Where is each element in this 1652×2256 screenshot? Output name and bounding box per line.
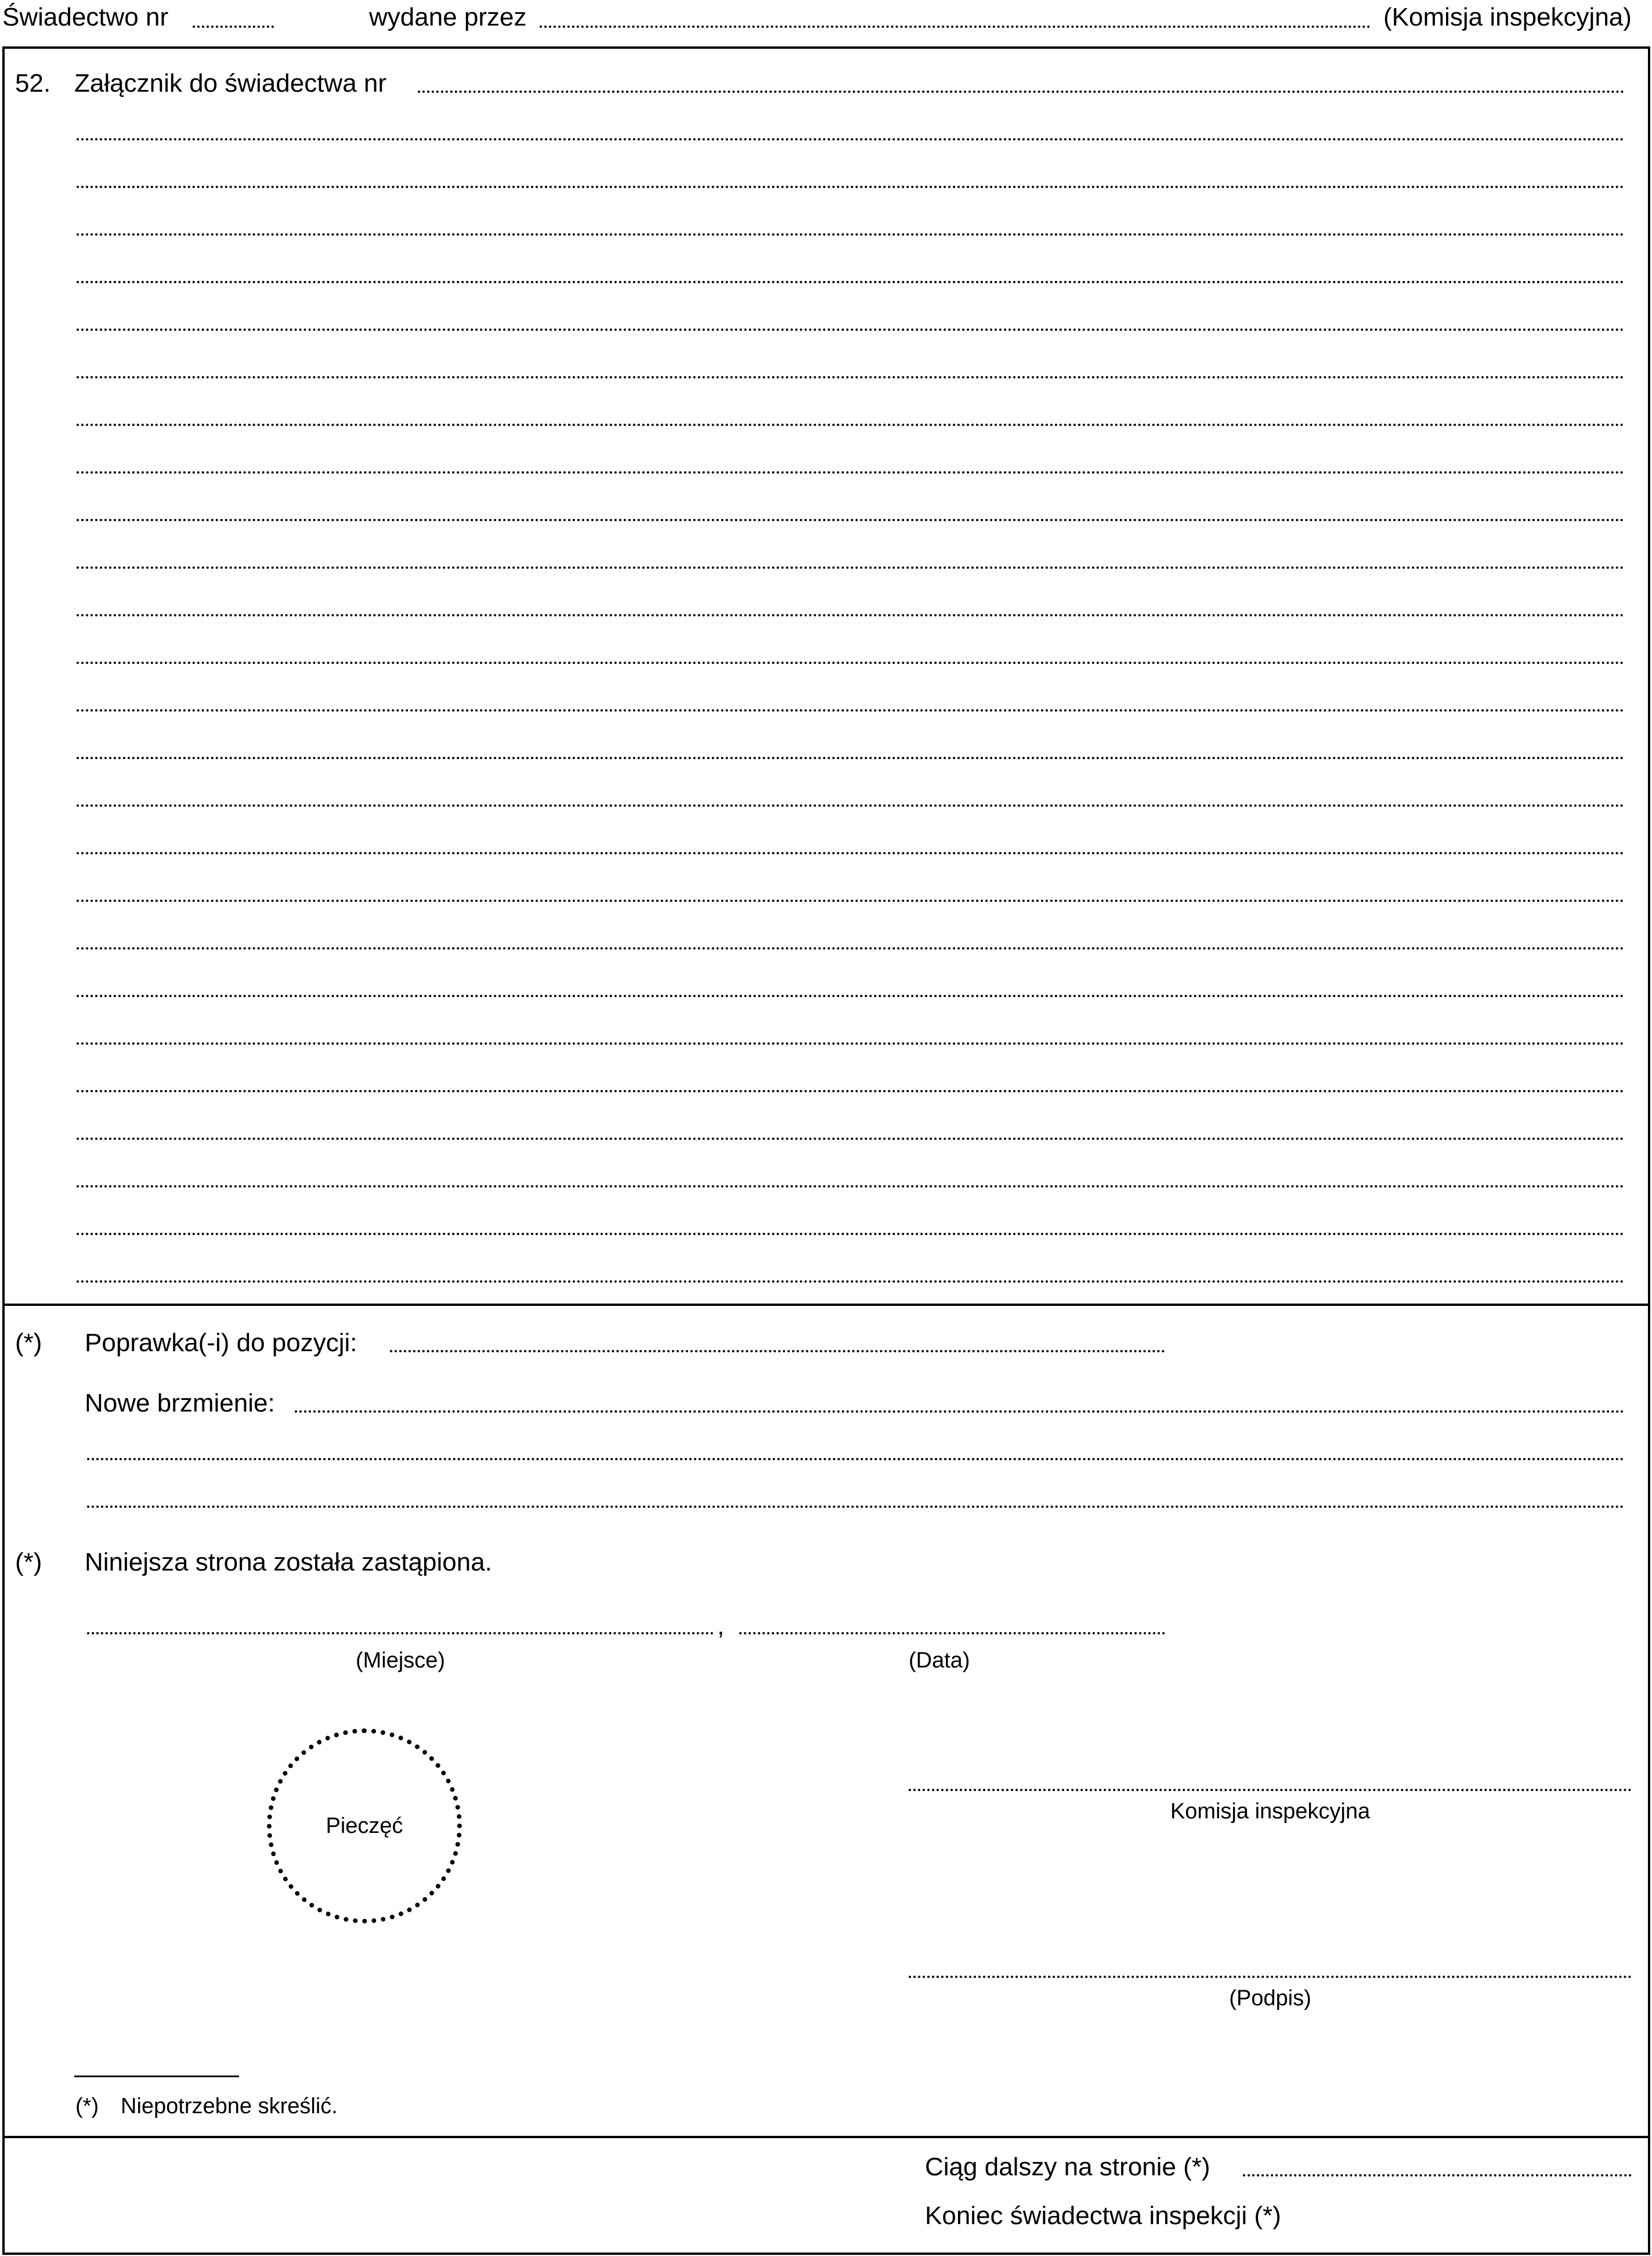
annex-blank-line[interactable]	[77, 614, 1625, 616]
footer-divider	[2, 2136, 1650, 2138]
annex-blank-line[interactable]	[77, 1090, 1625, 1092]
annex-blank-line[interactable]	[77, 376, 1625, 378]
annex-blank-line[interactable]	[77, 662, 1625, 664]
issued-by-field[interactable]	[540, 26, 1371, 28]
date-label: (Data)	[909, 1648, 970, 1673]
footnote-text: Niepotrzebne skreślić.	[121, 2094, 338, 2118]
committee-header-label: (Komisja inspekcyjna)	[1383, 3, 1632, 31]
continued-page-field[interactable]	[1243, 2174, 1632, 2176]
annex-blank-line[interactable]	[77, 709, 1625, 712]
section-divider	[2, 1304, 1650, 1306]
new-wording-field[interactable]	[295, 1410, 1625, 1413]
annex-blank-line[interactable]	[77, 1042, 1625, 1045]
committee-signature-label: Komisja inspekcyjna	[1170, 1799, 1371, 1824]
new-wording-line-2[interactable]	[87, 1458, 1625, 1460]
annex-blank-line[interactable]	[77, 1233, 1625, 1235]
replacement-text: Niniejsza strona została zastąpiona.	[85, 1548, 492, 1576]
annex-blank-line[interactable]	[77, 900, 1625, 902]
amendment-items-field[interactable]	[390, 1350, 1165, 1352]
annex-blank-line[interactable]	[77, 281, 1625, 283]
stamp-label: Pieczęć	[326, 1814, 403, 1838]
annex-blank-line[interactable]	[77, 566, 1625, 569]
annex-number-field[interactable]	[418, 91, 1625, 93]
committee-signature-field[interactable]	[909, 1789, 1632, 1791]
annex-blank-line[interactable]	[77, 757, 1625, 759]
amendment-marker: (*)	[15, 1329, 42, 1357]
place-date-comma: ,	[717, 1612, 725, 1640]
annex-blank-line[interactable]	[77, 519, 1625, 521]
new-wording-line-3[interactable]	[87, 1506, 1625, 1508]
new-wording-label: Nowe brzmienie:	[85, 1389, 275, 1417]
footnote-rule	[74, 2075, 239, 2077]
continued-label: Ciąg dalszy na stronie (*)	[925, 2153, 1210, 2181]
stamp-circle	[267, 1728, 462, 1923]
annex-blank-line[interactable]	[77, 852, 1625, 854]
annex-blank-line[interactable]	[77, 995, 1625, 997]
annex-blank-line[interactable]	[77, 424, 1625, 426]
annex-blank-line[interactable]	[77, 1185, 1625, 1187]
annex-blank-line[interactable]	[77, 1138, 1625, 1140]
section-title: Załącznik do świadectwa nr	[74, 69, 387, 98]
place-label: (Miejsce)	[355, 1648, 446, 1673]
signature-field[interactable]	[909, 1976, 1632, 1978]
section-number: 52.	[15, 69, 51, 98]
annex-blank-line[interactable]	[77, 1280, 1625, 1283]
signature-label: (Podpis)	[1229, 1986, 1311, 2010]
annex-blank-line[interactable]	[77, 329, 1625, 331]
annex-blank-line[interactable]	[77, 804, 1625, 807]
date-field[interactable]	[739, 1632, 1165, 1634]
annex-blank-line[interactable]	[77, 138, 1625, 140]
certificate-number-label: Świadectwo nr	[2, 3, 169, 31]
annex-blank-line[interactable]	[77, 947, 1625, 950]
end-of-certificate-label: Koniec świadectwa inspekcji (*)	[925, 2201, 1281, 2230]
place-field[interactable]	[87, 1632, 714, 1634]
amendment-label: Poprawka(-i) do pozycji:	[85, 1329, 357, 1357]
footnote-marker: (*)	[75, 2094, 99, 2118]
issued-by-label: wydane przez	[369, 3, 527, 31]
annex-blank-line[interactable]	[77, 186, 1625, 188]
annex-blank-line[interactable]	[77, 233, 1625, 236]
replacement-marker: (*)	[15, 1548, 42, 1576]
annex-blank-line[interactable]	[77, 471, 1625, 474]
certificate-number-field[interactable]	[193, 26, 274, 28]
